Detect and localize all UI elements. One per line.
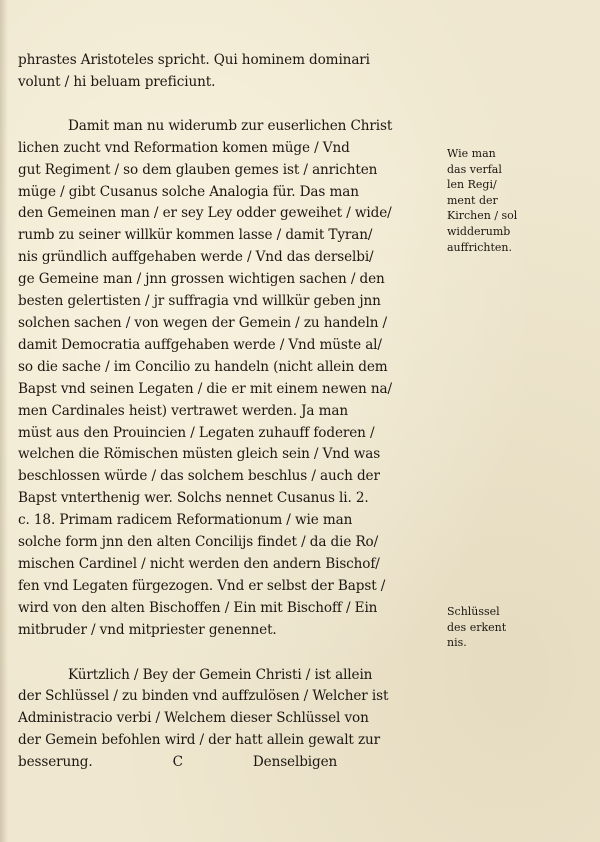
- text-line: beschlossen würde / das solchem beschlus / auch der: [18, 468, 380, 485]
- text-line: ge Gemeine man / jnn grossen wichtigen sachen / den: [18, 271, 385, 288]
- margin-note-line: auffrichten.: [447, 240, 512, 254]
- margin-note-line: Wie man: [447, 147, 496, 160]
- paragraph-3: [18, 665, 443, 775]
- text-line: lichen zucht vnd Reformation komen müge / Vnd: [18, 139, 350, 156]
- text-line: mischen Cardinel / nicht werden den andern Bischof/: [18, 555, 380, 572]
- text-line: c. 18. Primam radicem Reformationum / wie man: [18, 512, 353, 529]
- text-line: besten gelertisten / jr suffragia vnd willkür geben jnn: [18, 293, 381, 310]
- text-line: phrastes Aristoteles spricht. Qui hominem dominari: [18, 52, 370, 68]
- paragraph-gap: [18, 94, 443, 116]
- margin-note-line: des erkent: [447, 620, 507, 634]
- text-line: Kürtzlich / Bey der Gemein Christi / ist allein: [68, 666, 373, 683]
- text-line: welchen die Römischen müsten gleich sein / Vnd was: [18, 446, 381, 463]
- text-line: Bapst vnterthenig wer. Solchs nennet Cusanus li. 2.: [18, 490, 369, 507]
- margin-note-line: Kirchen / sol: [447, 209, 518, 223]
- text-line: Administracio verbi / Welchem dieser Schlüssel von: [18, 710, 369, 727]
- paragraph-1: [18, 50, 443, 94]
- margin-note-line: ment der: [447, 193, 498, 207]
- text-line: rumb zu seiner willkür kommen lasse / damit Tyran/: [18, 227, 373, 244]
- margin-note-line: Schlüssel: [447, 605, 500, 618]
- text-line: mitbruder / vnd mitpriester genennet.: [18, 621, 277, 638]
- text-line: men Cardinales heist) vertrawet werden. Ja man: [18, 402, 349, 419]
- margin-note-line: nis.: [447, 636, 467, 650]
- margin-note-line: widderumb: [447, 224, 511, 238]
- last-line-text: besserung.: [18, 754, 93, 771]
- margin-note-line: das verfal: [447, 162, 502, 176]
- text-line: wird von den alten Bischoffen / Ein mit Bischoff / Ein: [18, 599, 378, 616]
- text-line: den Gemeinen man / er sey Ley odder geweihet / wide/: [18, 205, 392, 222]
- catchword: Denselbigen: [252, 754, 338, 771]
- text-line: müge / gibt Cusanus solche Analogia für. Das man: [18, 183, 359, 200]
- text-line: so die sache / im Concilio zu handeln (nicht allein dem: [18, 358, 388, 375]
- text-line: Damit man nu widerumb zur euserlichen Christ: [68, 117, 393, 134]
- text-line: nis gründlich auffgehaben werde / Vnd das derselbi/: [18, 249, 374, 266]
- text-line: müst aus den Prouincien / Legaten zuhauff foderen /: [18, 424, 375, 441]
- margin-note-1: [447, 146, 597, 255]
- last-line: [18, 752, 443, 774]
- main-text: [18, 50, 443, 774]
- text-line: fen vnd Legaten fürgezogen. Vnd er selbst der Bapst /: [18, 577, 386, 594]
- text-line: solche form jnn den alten Concilijs findet / da die Ro/: [18, 534, 379, 551]
- text-line: volunt / hi beluam preficiunt.: [18, 73, 216, 90]
- signature-mark: C: [172, 754, 183, 771]
- text-line: solchen sachen / von wegen der Gemein / zu handeln /: [18, 314, 388, 331]
- paragraph-2: [18, 116, 443, 642]
- text-line: der Schlüssel / zu binden vnd auffzulösen / Welcher ist: [18, 688, 389, 705]
- margin-note-line: len Regi/: [447, 178, 497, 192]
- margin-note-2: [447, 604, 597, 651]
- binding-shadow: [0, 0, 8, 842]
- text-line: der Gemein befohlen wird / der hatt allein gewalt zur: [18, 732, 381, 749]
- text-line: Bapst vnd seinen Legaten / die er mit einem newen na/: [18, 380, 392, 397]
- text-line: damit Democratia auffgehaben werde / Vnd müste al/: [18, 336, 382, 353]
- text-line: gut Regiment / so dem glauben gemes ist / anrichten: [18, 161, 378, 178]
- paragraph-gap: [18, 642, 443, 665]
